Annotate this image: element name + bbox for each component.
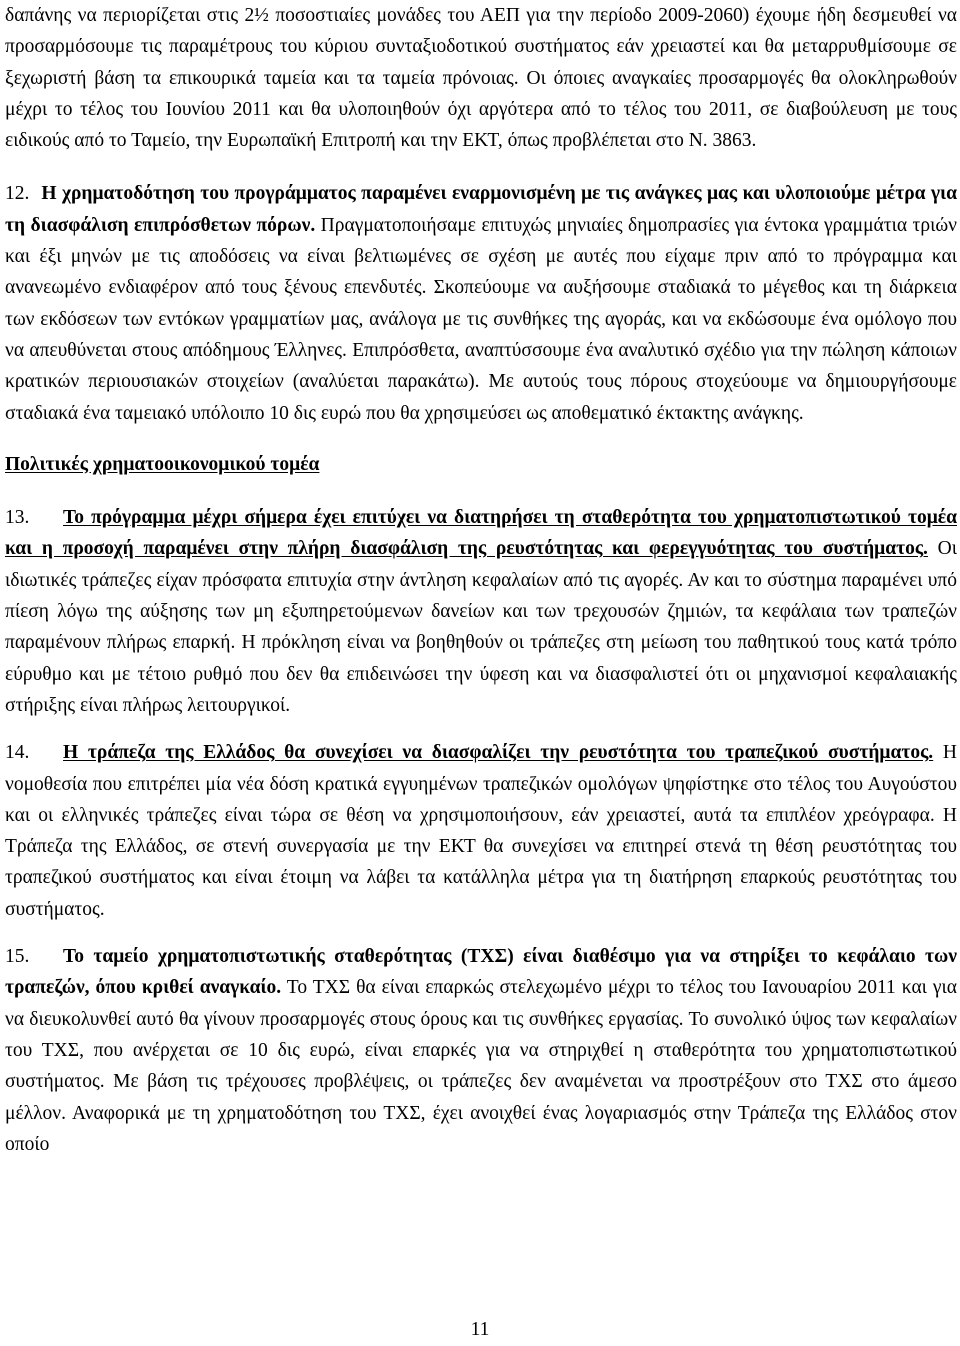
section-heading: Πολιτικές χρηματοοικονομικού τομέα — [5, 453, 320, 475]
paragraph-body: Οι ιδιωτικές τράπεζες είχαν πρόσφατα επιτυχία στην άντληση κεφαλαίων από τις αγορές. Αν και το σύστημα παραμένει υπό πίεση λόγω της αύξησης των μη εξυπηρετούμενων δανείων και των τρεχουσών ζημιών, τα κεφάλαια των τραπεζών παραμένουν πλήρως επαρκή. Η πρόκληση είναι να βοηθηθούν οι τράπεζες στη μείωση του παθητικού τους κατά τρόπο εύρυθμο και με τέτοιο ρυθμό που δεν θα επιδεινώσει την ύφεση και να διασφαλιστεί ότι οι μηχανισμοί κεφαλαιακής στήριξης είναι πλήρως λειτουργικοί. — [5, 538, 957, 716]
paragraph-13 — [5, 502, 957, 721]
paragraph-body: Η νομοθεσία που επιτρέπει μία νέα δόση κρατικά εγγυημένων τραπεζικών ομολόγων ψηφίστηκε στο τέλος του Αυγούστου και οι ελληνικές τράπεζες είναι τώρα σε θέση να χρησιμοποιήσουν, εάν χρειαστεί, αυτά τα επιπλέον χρεόγραφα. Η Τράπεζα της Ελλάδος, σε στενή συνεργασία με την ΕΚΤ θα συνεχίσει να επιτηρεί στενά τη θέση ρευστότητας του τραπεζικού συστήματος και είναι έτοιμη να λάβει τα κατάλληλα μέτρα για τη διατήρηση επαρκούς ρευστότητας του συστήματος. — [5, 742, 957, 920]
paragraph-lead: Το ταμείο χρηματοπιστωτικής σταθερότητας (ΤΧΣ) είναι διαθέσιμο για να στηρίξει το κεφάλαιο των τραπεζών, όπου κριθεί αναγκαίο. — [5, 946, 957, 999]
paragraph-lead: Το πρόγραμμα μέχρι σήμερα έχει επιτύχει να διατηρήσει τη σταθερότητα του χρηματοπιστωτικού τομέα και η προσοχή παραμένει στην πλήρη διασφάλιση της ρευστότητας και φερεγγυότητας του συστήματος. — [5, 507, 957, 560]
paragraph-number: 13. — [5, 507, 30, 529]
paragraph-lead: Η τράπεζα της Ελλάδος θα συνεχίσει να διασφαλίζει την ρευστότητα του τραπεζικού συστήματος. — [63, 742, 934, 764]
paragraph-15 — [5, 941, 957, 1160]
paragraph-intro — [5, 0, 957, 156]
paragraph-number: 12. — [5, 183, 30, 205]
paragraph-intro-text: δαπάνης να περιορίζεται στις 2½ ποσοστιαίες μονάδες του ΑΕΠ για την περίοδο 2009-2060) έχουμε ήδη δεσμευθεί να προσαρμόσουμε τις παραμέτρους του κύριου συνταξιοδοτικού συστήματος εάν χρειαστεί και θα μεταρρυθμίσουμε σε ξεχωριστή βάση τα επικουρικά ταμεία και τα ταμεία πρόνοιας. Οι όποιες αναγκαίες προσαρμογές θα ολοκληρωθούν μέχρι το τέλος του Ιουνίου 2011 και θα υλοποιηθούν όχι αργότερα από το τέλος του 2011, σε διαβούλευση με τους ειδικούς από το Ταμείο, την Ευρωπαϊκή Επιτροπή και την ΕΚΤ, όπως προβλέπεται στο Ν. 3863. — [5, 5, 957, 152]
paragraph-12 — [5, 178, 957, 428]
paragraph-number: 15. — [5, 946, 30, 968]
paragraph-body: Το ΤΧΣ θα είναι επαρκώς στελεχωμένο μέχρι το τέλος του Ιανουαρίου 2011 και για να διευκολυνθεί αυτό θα γίνουν προσαρμογές στους όρους και τις συνθήκες εργασίας. Το συνολικό ύψος των κεφαλαίων του ΤΧΣ, που ανέρχεται σε 10 δις ευρώ, είναι επαρκές για να στηριχθεί η σταθερότητα του χρηματοπιστωτικού συστήματος. Με βάση τις τρέχουσες προβλέψεις, οι τράπεζες δεν αναμένεται να προστρέξουν στο ΤΧΣ στο άμεσο μέλλον. Αναφορικά με τη χρηματοδότηση του ΤΧΣ, έχει ανοιχθεί ένας λογαριασμός στην Τράπεζα της Ελλάδος στον οποίο — [5, 977, 957, 1155]
paragraph-number: 14. — [5, 742, 30, 764]
document-page — [5, 0, 957, 1160]
paragraph-body: Πραγματοποιήσαμε επιτυχώς μηνιαίες δημοπρασίες για έντοκα γραμμάτια τριών και έξι μηνών με τις αποδόσεις να είναι βελτιωμένες σε σχέση με αυτές που είχαμε πριν από το πρόγραμμα και ανανεωμένο ενδιαφέρον από τους ξένους επενδυτές. Σκοπεύουμε να αυξήσουμε σταδιακά το μέγεθος και τη διάρκεια των εκδόσεων των εντόκων γραμματίων μας, ανάλογα με τις συνθήκες της αγοράς, και να εκδώσουμε ένα ομόλογο που να απευθύνεται στους απόδημους Έλληνες. Επιπρόσθετα, αναπτύσσουμε ένα αναλυτικό σχέδιο για την πώληση κάποιων κρατικών περιουσιακών στοιχείων (αναλύεται παρακάτω). Με αυτούς τους πόρους στοχεύουμε να δημιουργήσουμε σταδιακά ένα ταμειακό υπόλοιπο 10 δις ευρώ που θα χρησιμεύσει ως αποθεματικό έκτακτης ανάγκης. — [5, 214, 957, 424]
paragraph-lead: Η χρηματοδότηση του προγράμματος παραμένει εναρμονισμένη με τις ανάγκες μας και υλοποιούμε μέτρα για τη διασφάλιση επιπρόσθετων πόρων. — [5, 183, 957, 236]
page-number: 11 — [470, 1319, 490, 1340]
paragraph-14 — [5, 737, 957, 925]
